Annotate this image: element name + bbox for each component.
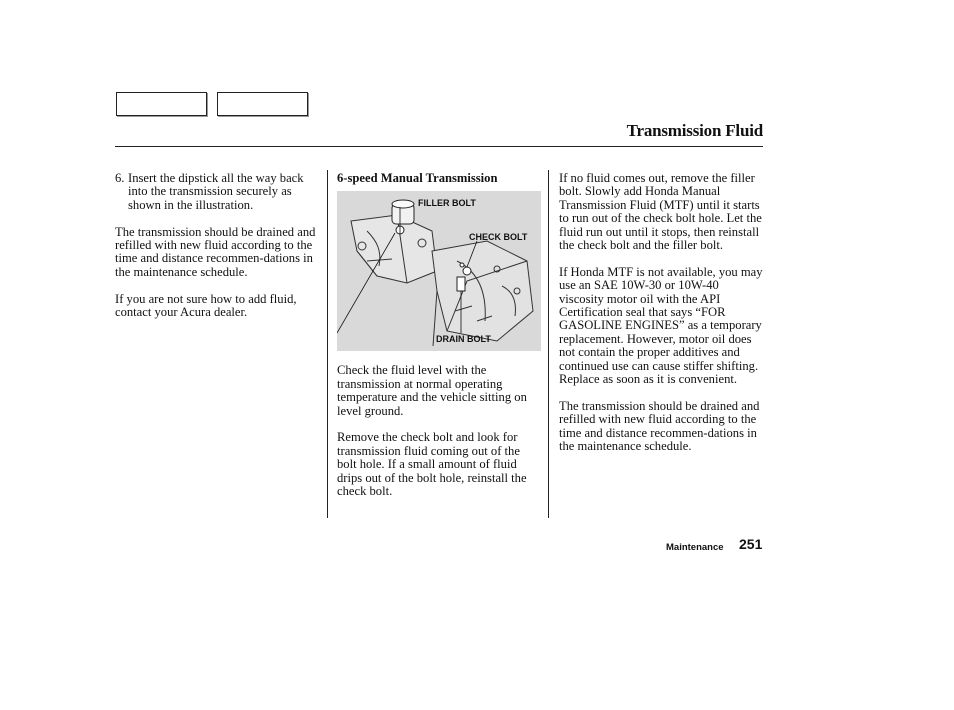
column-divider-1 <box>327 170 328 518</box>
subheading: 6-speed Manual Transmission <box>337 171 498 185</box>
footer-section-label: Maintenance <box>666 542 724 553</box>
page-number: 251 <box>739 536 763 552</box>
paragraph: Remove the check bolt and look for transmission fluid coming out of the bolt hole. If a small amount of fluid drips out of the bolt hole, reinstall the check bolt. <box>337 430 527 499</box>
check-bolt-label: CHECK BOLT <box>469 232 528 243</box>
step-text: Insert the dipstick all the way back into the transmission securely as shown in the illustration. <box>128 171 304 212</box>
paragraph: The transmission should be drained and refilled with new fluid according to the time and distance recommen-dations in the maintenance schedule. <box>559 398 760 454</box>
paragraph: Check the fluid level with the transmission at normal operating temperature and the vehicle sitting on level ground. <box>337 363 527 418</box>
column-3 <box>559 172 763 467</box>
paragraph: If you are not sure how to add fluid, contact your Acura dealer. <box>115 291 297 320</box>
page-title: Transmission Fluid <box>626 121 763 140</box>
column-1 <box>115 172 321 333</box>
column-divider-2 <box>548 170 549 518</box>
filler-bolt-label: FILLER BOLT <box>418 198 476 209</box>
paragraph: The transmission should be drained and refilled with new fluid according to the time and distance recommen-dations in the maintenance schedule. <box>115 224 316 279</box>
title-divider <box>115 146 763 147</box>
nav-tab-button-2[interactable] <box>217 92 308 116</box>
step-6 <box>115 172 321 212</box>
transmission-illustration <box>337 191 541 351</box>
nav-tab-button-1[interactable] <box>116 92 207 116</box>
column-2 <box>337 172 542 512</box>
drain-bolt-label: DRAIN BOLT <box>436 334 491 345</box>
step-number: 6. <box>115 171 125 185</box>
paragraph: If Honda MTF is not available, you may use an SAE 10W-30 or 10W-40 viscosity motor oil with the API Certification seal that says “FOR GASOLINE ENGINES” as a temporary replacement. However, motor oil does not contain the proper additives and continued use can cause stiffer shifting. Replace as soon as it is convenient. <box>559 264 763 387</box>
paragraph: If no fluid comes out, remove the filler bolt. Slowly add Honda Manual Transmission Fluid (MTF) until it starts to run out of the check bolt hole. Let the fluid run out until it stops, then reinstall the check bolt and the filler bolt. <box>559 171 762 253</box>
